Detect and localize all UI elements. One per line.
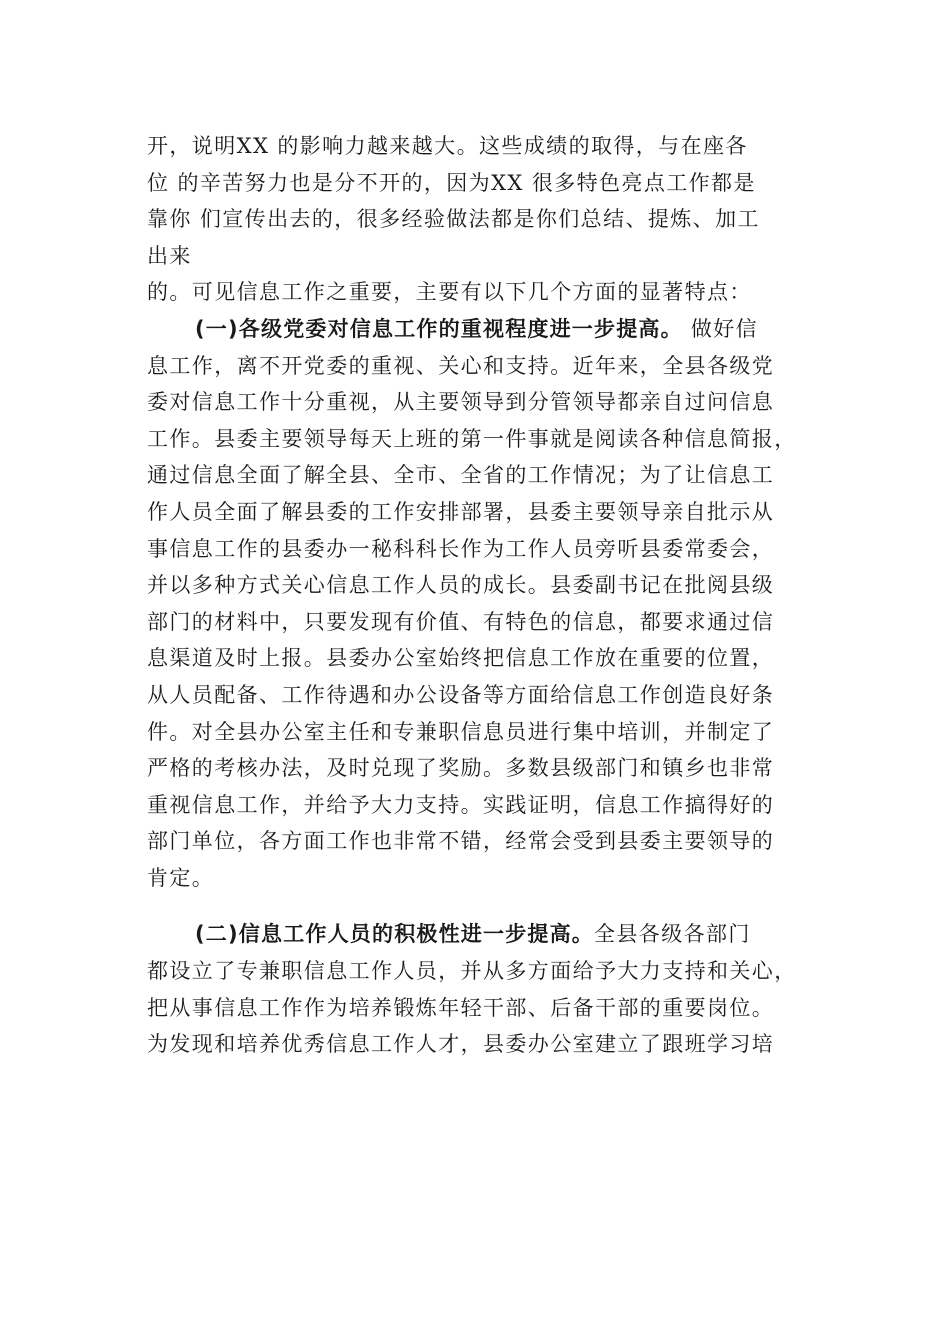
section1-line: 息工作，离不开党委的重视、关心和支持。近年来，全县各级党 [147, 353, 775, 378]
paragraph-gap [147, 896, 807, 916]
section1-line: 严格的考核办法，及时兑现了奖励。多数县级部门和镇乡也非常 [147, 756, 775, 781]
intro-line: 位 的辛苦努力也是分不开的，因为XX 很多特色亮点工作都是 [147, 170, 756, 195]
intro-line: 靠你 们宣传出去的，很多经验做法都是你们总结、提炼、加工 [147, 207, 760, 232]
section2-heading: (二)信息工作人员的积极性进一步提高。 [195, 922, 594, 947]
section1-line: 通过信息全面了解全县、全市、全省的工作情况；为了让信息工 [147, 463, 775, 488]
section1-line: 并以多种方式关心信息工作人员的成长。县委副书记在批阅县级 [147, 573, 775, 598]
section2-line: 都设立了专兼职信息工作人员，并从多方面给予大力支持和关心， [147, 959, 797, 984]
intro-line: 的。可见信息工作之重要，主要有以下几个方面的显著特点： [147, 280, 752, 305]
section2-first-line-rest: 全县各级各部门 [594, 922, 751, 947]
section1-line: 件。对全县办公室主任和专兼职信息员进行集中培训，并制定了 [147, 719, 775, 744]
section1-line: 部门单位，各方面工作也非常不错，经常会受到县委主要领导的 [147, 829, 775, 854]
section1-line: 部门的材料中，只要发现有价值、有特色的信息，都要求通过信 [147, 609, 775, 634]
section1-line: 事信息工作的县委办一秘科科长作为工作人员旁听县委常委会， [147, 536, 775, 561]
section1-line: 作人员全面了解县委的工作安排部署，县委主要领导亲自批示从 [147, 499, 775, 524]
section1-first-line-rest: 做好信 [690, 316, 759, 341]
section2-line: 为发现和培养优秀信息工作人才，县委办公室建立了跟班学习培 [147, 1032, 775, 1057]
section1-heading: (一)各级党委对信息工作的重视程度进一步提高。 [195, 316, 683, 341]
section1-line: 重视信息工作，并给予大力支持。实践证明，信息工作搞得好的 [147, 792, 775, 817]
document-body [147, 128, 807, 1063]
section1-line: 肯定。 [147, 865, 215, 890]
section1-line: 委对信息工作十分重视，从主要领导到分管领导都亲自过问信息 [147, 390, 775, 415]
intro-line: 开，说明XX 的影响力越来越大。这些成绩的取得，与在座各 [147, 134, 748, 158]
section1-line: 工作。县委主要领导每天上班的第一件事就是阅读各种信息简报， [147, 426, 797, 451]
section1-line: 息渠道及时上报。县委办公室始终把信息工作放在重要的位置， [147, 646, 775, 671]
section2-line: 把从事信息工作作为培养锻炼年轻干部、后备干部的重要岗位。 [147, 995, 775, 1020]
intro-line: 出来 [147, 243, 192, 268]
section1-first-line [147, 311, 807, 348]
section1-line: 从人员配备、工作待遇和办公设备等方面给信息工作创造良好条 [147, 682, 775, 707]
section2-first-line [147, 916, 807, 953]
